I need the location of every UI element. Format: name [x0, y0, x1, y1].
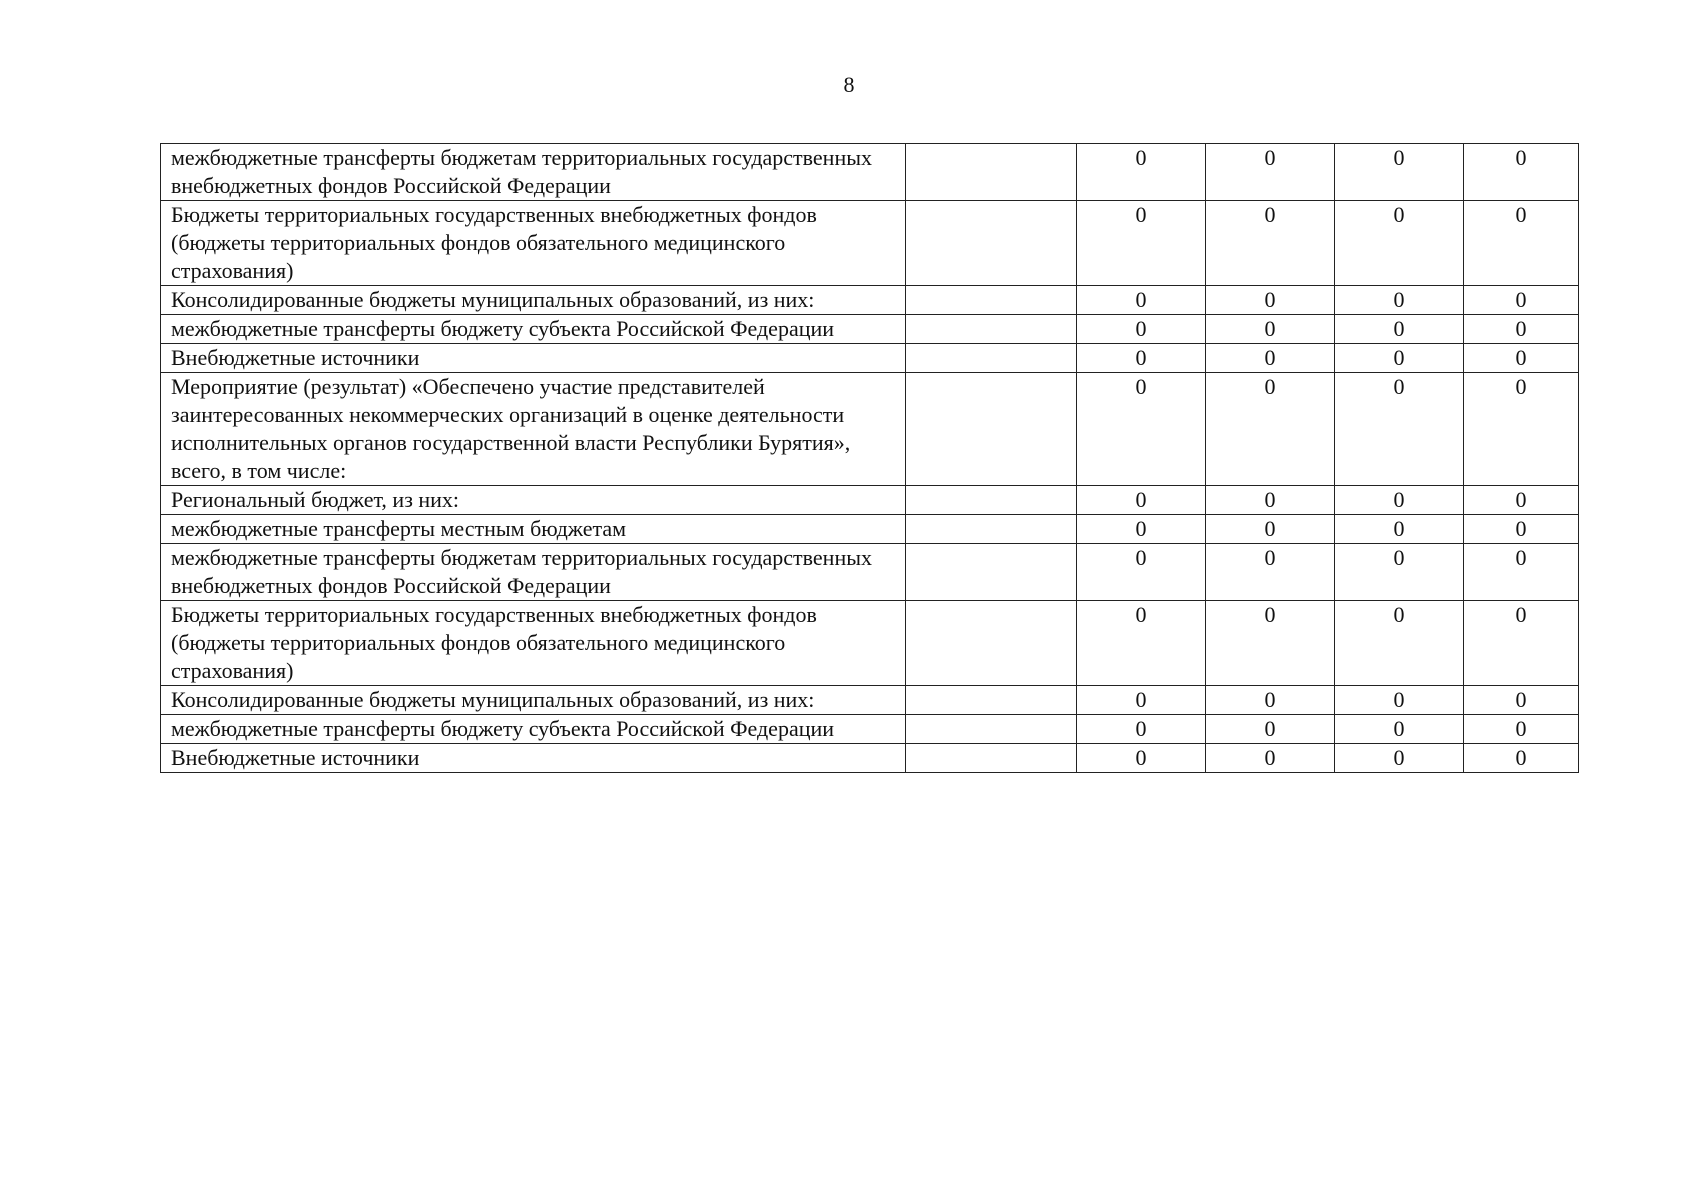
table-row [161, 486, 1579, 515]
table-row [161, 715, 1579, 744]
value-cell: 0 [1335, 715, 1464, 744]
empty-cell [906, 544, 1077, 601]
value-cell: 0 [1077, 315, 1206, 344]
value-cell: 0 [1464, 486, 1579, 515]
empty-cell [906, 486, 1077, 515]
table-row [161, 286, 1579, 315]
row-label: Консолидированные бюджеты муниципальных образований, из них: [161, 686, 906, 715]
value-cell: 0 [1077, 344, 1206, 373]
value-cell: 0 [1464, 601, 1579, 686]
empty-cell [906, 315, 1077, 344]
budget-table-body [161, 144, 1579, 773]
row-label: Региональный бюджет, из них: [161, 486, 906, 515]
table-row [161, 601, 1579, 686]
table-row [161, 373, 1579, 486]
value-cell: 0 [1077, 286, 1206, 315]
row-label: межбюджетные трансферты бюджетам территориальных государственных внебюджетных фондов Российской Федерации [161, 544, 906, 601]
value-cell: 0 [1077, 715, 1206, 744]
value-cell: 0 [1464, 515, 1579, 544]
row-label: Бюджеты территориальных государственных внебюджетных фондов (бюджеты территориальных фондов обязательного медицинского страхования) [161, 601, 906, 686]
value-cell: 0 [1464, 315, 1579, 344]
value-cell: 0 [1335, 486, 1464, 515]
value-cell: 0 [1335, 686, 1464, 715]
value-cell: 0 [1206, 686, 1335, 715]
value-cell: 0 [1335, 201, 1464, 286]
empty-cell [906, 601, 1077, 686]
value-cell: 0 [1206, 286, 1335, 315]
value-cell: 0 [1464, 144, 1579, 201]
table-row [161, 344, 1579, 373]
value-cell: 0 [1335, 515, 1464, 544]
empty-cell [906, 344, 1077, 373]
value-cell: 0 [1464, 686, 1579, 715]
value-cell: 0 [1206, 515, 1335, 544]
value-cell: 0 [1206, 601, 1335, 686]
value-cell: 0 [1077, 201, 1206, 286]
page-number: 8 [843, 72, 855, 97]
table-row [161, 144, 1579, 201]
value-cell: 0 [1464, 201, 1579, 286]
value-cell: 0 [1206, 344, 1335, 373]
row-label: Внебюджетные источники [161, 344, 906, 373]
value-cell: 0 [1464, 373, 1579, 486]
empty-cell [906, 515, 1077, 544]
empty-cell [906, 286, 1077, 315]
budget-table [160, 143, 1579, 773]
value-cell: 0 [1077, 486, 1206, 515]
table-row [161, 201, 1579, 286]
empty-cell [906, 744, 1077, 773]
table-row [161, 315, 1579, 344]
value-cell: 0 [1464, 544, 1579, 601]
value-cell: 0 [1464, 344, 1579, 373]
value-cell: 0 [1077, 515, 1206, 544]
empty-cell [906, 686, 1077, 715]
value-cell: 0 [1335, 344, 1464, 373]
value-cell: 0 [1464, 286, 1579, 315]
row-label: Внебюджетные источники [161, 744, 906, 773]
empty-cell [906, 144, 1077, 201]
value-cell: 0 [1335, 744, 1464, 773]
table-row [161, 686, 1579, 715]
value-cell: 0 [1335, 144, 1464, 201]
value-cell: 0 [1077, 601, 1206, 686]
value-cell: 0 [1077, 544, 1206, 601]
row-label: Бюджеты территориальных государственных внебюджетных фондов (бюджеты территориальных фондов обязательного медицинского страхования) [161, 201, 906, 286]
value-cell: 0 [1206, 315, 1335, 344]
value-cell: 0 [1335, 544, 1464, 601]
empty-cell [906, 373, 1077, 486]
value-cell: 0 [1206, 744, 1335, 773]
value-cell: 0 [1464, 744, 1579, 773]
empty-cell [906, 201, 1077, 286]
empty-cell [906, 715, 1077, 744]
row-label: Консолидированные бюджеты муниципальных образований, из них: [161, 286, 906, 315]
row-label: межбюджетные трансферты бюджетам территориальных государственных внебюджетных фондов Российской Федерации [161, 144, 906, 201]
row-label: межбюджетные трансферты бюджету субъекта Российской Федерации [161, 315, 906, 344]
value-cell: 0 [1077, 144, 1206, 201]
table-row [161, 744, 1579, 773]
table-row [161, 515, 1579, 544]
value-cell: 0 [1464, 715, 1579, 744]
row-label: Мероприятие (результат) «Обеспечено участие представителей заинтересованных некоммерческих организаций в оценке деятельности исполнительных органов государственной власти Республики Бурятия», всего, в том числе: [161, 373, 906, 486]
value-cell: 0 [1335, 286, 1464, 315]
value-cell: 0 [1206, 373, 1335, 486]
value-cell: 0 [1206, 201, 1335, 286]
value-cell: 0 [1206, 544, 1335, 601]
value-cell: 0 [1077, 744, 1206, 773]
value-cell: 0 [1335, 315, 1464, 344]
value-cell: 0 [1206, 715, 1335, 744]
value-cell: 0 [1206, 144, 1335, 201]
value-cell: 0 [1335, 373, 1464, 486]
row-label: межбюджетные трансферты местным бюджетам [161, 515, 906, 544]
row-label: межбюджетные трансферты бюджету субъекта Российской Федерации [161, 715, 906, 744]
value-cell: 0 [1077, 686, 1206, 715]
table-row [161, 544, 1579, 601]
value-cell: 0 [1335, 601, 1464, 686]
value-cell: 0 [1206, 486, 1335, 515]
value-cell: 0 [1077, 373, 1206, 486]
